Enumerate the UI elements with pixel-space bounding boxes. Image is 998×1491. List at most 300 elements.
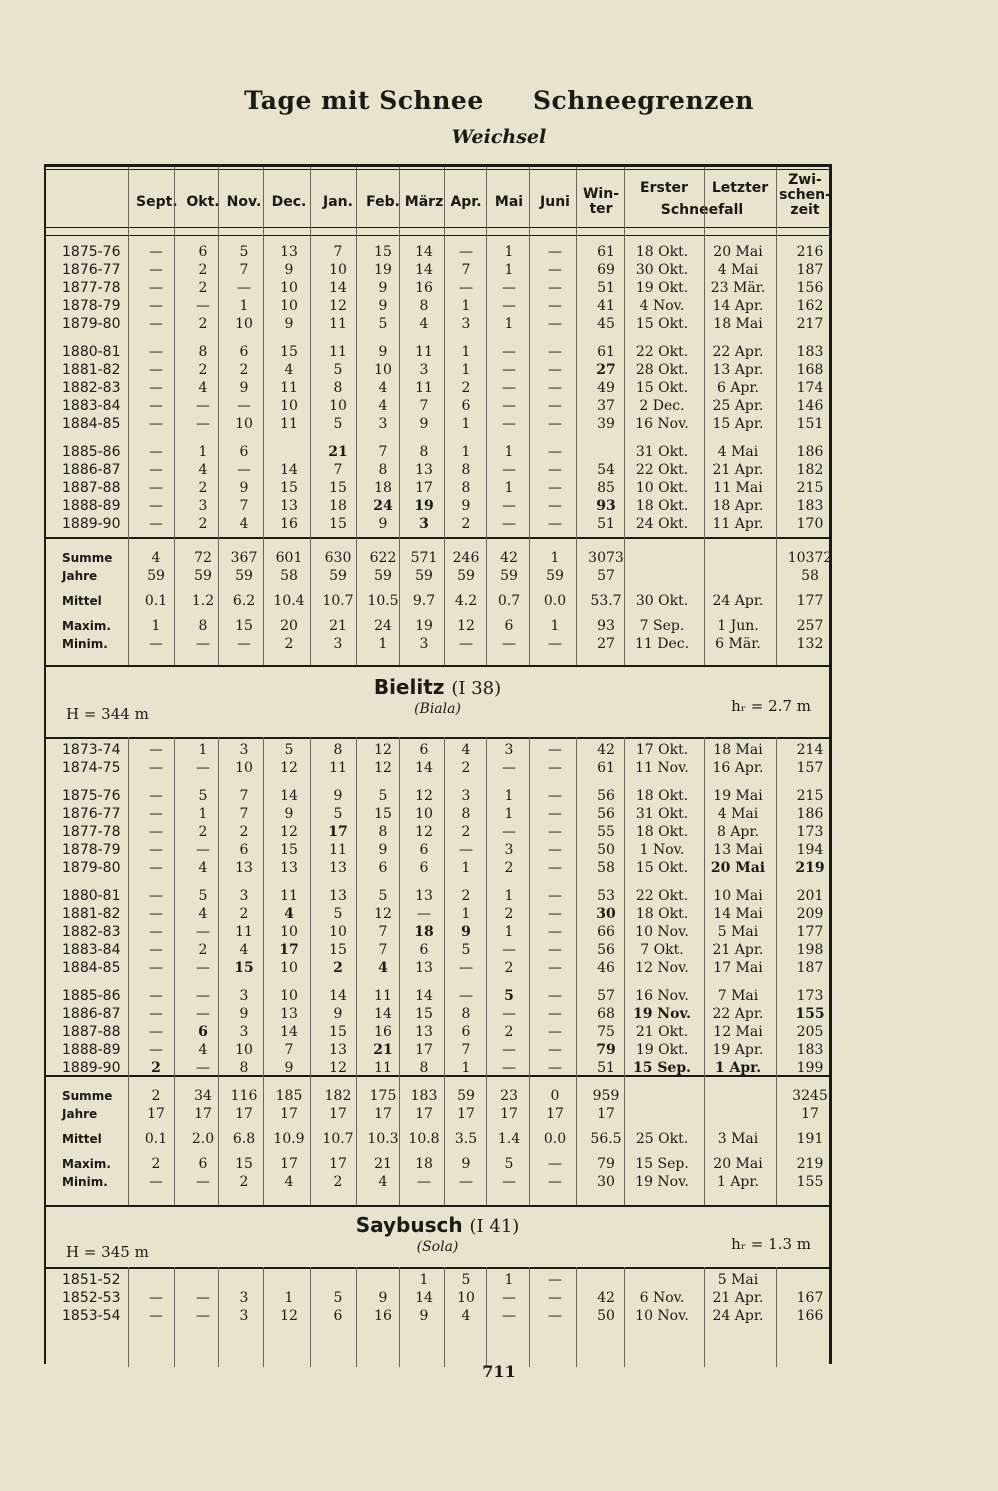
table-cell	[583, 1271, 629, 1289]
row-label: 1883-84	[62, 942, 121, 958]
station-rain-gauge: hᵣ = 1.3 m	[731, 1235, 811, 1253]
table-cell: 2	[198, 480, 208, 496]
table-cell: 49	[597, 380, 615, 396]
table-cell: 75	[597, 1024, 615, 1040]
column-rule	[776, 737, 777, 1205]
table-cell: 7	[378, 924, 388, 940]
table-cell: 9	[461, 498, 471, 514]
table-cell: —	[548, 262, 562, 278]
station-title-text: Saybusch	[355, 1213, 463, 1237]
table-cell: 12	[280, 760, 298, 776]
river-name: Weichsel	[451, 126, 547, 148]
table-cell: 1	[504, 806, 514, 822]
table-cell: 12	[329, 1060, 347, 1076]
summary-row	[46, 1105, 829, 1123]
column-header-winter: Win- ter	[582, 186, 620, 217]
table-cell: 17	[280, 1156, 298, 1172]
table-cell: 0.1	[144, 1131, 168, 1147]
column-rule	[444, 1267, 445, 1367]
table-cell: 93	[597, 618, 615, 634]
table-cell	[626, 1087, 698, 1105]
table-cell: —	[149, 760, 163, 776]
table-cell: 11	[415, 380, 433, 396]
table-cell: 14	[280, 462, 298, 478]
table-cell: 2	[504, 906, 514, 922]
table-cell: 8	[461, 480, 471, 496]
table-cell: 4	[284, 362, 294, 378]
table-cell	[268, 1271, 310, 1289]
table-cell: 215	[796, 788, 824, 804]
table-cell: —	[196, 960, 210, 976]
row-label: Summe	[62, 551, 113, 565]
table-cell: 11	[415, 344, 433, 360]
table-cell: —	[548, 380, 562, 396]
table-cell: 1	[504, 244, 514, 260]
table-cell: 10 Nov.	[635, 924, 689, 940]
row-label: 1882-83	[62, 380, 121, 396]
table-cell: 5	[461, 1272, 471, 1288]
table-cell: 5 Mai	[717, 1272, 759, 1288]
data-table	[44, 164, 832, 1364]
table-rule	[46, 169, 829, 170]
table-cell: 54	[597, 462, 615, 478]
table-cell: 12	[374, 760, 392, 776]
table-cell: 5	[333, 1290, 343, 1306]
table-cell: 8	[461, 462, 471, 478]
table-cell: —	[502, 398, 516, 414]
table-cell: 571	[410, 550, 438, 566]
table-cell: 15	[235, 1156, 253, 1172]
table-cell: 9	[461, 924, 471, 940]
table-cell: 4	[378, 380, 388, 396]
table-cell: 2	[461, 760, 471, 776]
table-cell: 53.7	[590, 593, 622, 609]
summary-row	[46, 567, 829, 585]
table-cell: 7	[419, 398, 429, 414]
table-row	[46, 905, 829, 923]
table-cell: 4	[284, 1174, 294, 1190]
table-cell: 6.2	[232, 593, 256, 609]
table-cell: 4	[198, 860, 208, 876]
table-cell: 15	[329, 942, 347, 958]
row-label: 1889-90	[62, 1060, 121, 1076]
table-cell: 8	[378, 824, 388, 840]
table-cell: 23	[500, 1088, 518, 1104]
column-rule	[174, 1267, 175, 1367]
table-cell: 1	[198, 806, 208, 822]
table-cell: 8	[333, 380, 343, 396]
table-cell: 18 Okt.	[635, 788, 689, 804]
table-row	[46, 315, 829, 333]
column-rule	[263, 737, 264, 1205]
column-rule	[576, 1267, 577, 1367]
table-row	[46, 479, 829, 497]
row-label: 1876-77	[62, 806, 121, 822]
table-cell: 11	[235, 924, 253, 940]
table-cell: 155	[795, 1006, 825, 1022]
table-cell	[626, 549, 698, 567]
column-rule	[624, 1267, 625, 1367]
table-cell: 3	[239, 1024, 249, 1040]
table-cell: 216	[796, 244, 824, 260]
table-cell: 187	[796, 960, 824, 976]
table-cell: —	[502, 462, 516, 478]
table-cell: 15 Okt.	[635, 316, 689, 332]
station-code: (I 41)	[469, 1216, 520, 1237]
column-header-snowfall: Schneefall	[660, 202, 744, 218]
row-label: 1889-90	[62, 516, 121, 532]
row-label: Minim.	[62, 637, 108, 651]
table-cell: 168	[796, 362, 824, 378]
table-cell: 4.2	[454, 593, 478, 609]
column-rule	[529, 737, 530, 1205]
table-cell: —	[196, 760, 210, 776]
table-cell: 17	[415, 1042, 433, 1058]
table-cell: 18 Mai	[713, 316, 763, 332]
table-cell: 17	[801, 1106, 819, 1122]
table-cell: 2	[504, 860, 514, 876]
table-cell: 14	[329, 280, 347, 296]
table-cell: 199	[796, 1060, 824, 1076]
table-cell: 10372	[787, 550, 833, 566]
table-cell: —	[196, 842, 210, 858]
row-label: 1873-74	[62, 742, 121, 758]
table-cell: 173	[796, 824, 824, 840]
table-cell: 7	[461, 262, 471, 278]
table-cell: 9	[284, 316, 294, 332]
table-cell: —	[502, 1290, 516, 1306]
column-rule	[310, 167, 311, 665]
table-cell: 2	[333, 960, 343, 976]
table-cell: 17	[500, 1106, 518, 1122]
table-cell: 9.7	[412, 593, 436, 609]
table-cell: 66	[597, 924, 615, 940]
table-cell: —	[149, 316, 163, 332]
table-cell: —	[548, 906, 562, 922]
table-cell: 21 Apr.	[712, 1290, 764, 1306]
table-cell: 7 Okt.	[640, 942, 684, 958]
table-cell: 1	[550, 550, 560, 566]
table-cell: —	[196, 1174, 210, 1190]
table-cell: —	[502, 498, 516, 514]
table-cell: 12	[415, 788, 433, 804]
table-cell: 7	[461, 1042, 471, 1058]
table-cell: 2	[504, 1024, 514, 1040]
table-cell: 56	[597, 806, 615, 822]
summary-row	[46, 1130, 829, 1148]
row-label: 1851-52	[62, 1272, 121, 1288]
table-cell: —	[196, 1308, 210, 1324]
row-label: 1879-80	[62, 860, 121, 876]
table-cell: —	[548, 1006, 562, 1022]
table-cell: —	[149, 1024, 163, 1040]
table-row	[46, 379, 829, 397]
table-cell: 15 Okt.	[635, 380, 689, 396]
table-cell: —	[548, 244, 562, 260]
table-cell: 8	[198, 618, 208, 634]
table-cell: 16	[415, 280, 433, 296]
table-cell: 56	[597, 788, 615, 804]
table-cell: 4	[198, 1042, 208, 1058]
table-cell: 6	[333, 1308, 343, 1324]
table-cell: 9	[333, 1006, 343, 1022]
table-cell: 13	[280, 498, 298, 514]
table-cell: 10	[280, 298, 298, 314]
table-cell: 7	[333, 462, 343, 478]
table-cell: 50	[597, 842, 615, 858]
table-cell: 155	[796, 1174, 824, 1190]
table-cell	[224, 1271, 264, 1289]
table-cell: 69	[597, 262, 615, 278]
table-cell: 1 Apr.	[716, 1174, 760, 1190]
table-cell: 20	[280, 618, 298, 634]
column-header-last: Letzter	[711, 180, 769, 196]
table-cell: —	[502, 416, 516, 432]
row-label: 1881-82	[62, 906, 121, 922]
table-cell: 622	[369, 550, 397, 566]
table-cell: —	[548, 842, 562, 858]
table-cell: 9	[378, 516, 388, 532]
table-cell: 5	[504, 1156, 514, 1172]
table-rule	[46, 235, 829, 236]
row-label: 1886-87	[62, 1006, 121, 1022]
table-row	[46, 397, 829, 415]
column-rule	[704, 167, 705, 665]
column-rule	[310, 737, 311, 1205]
table-cell: 167	[796, 1290, 824, 1306]
table-cell: —	[548, 1156, 562, 1172]
table-cell: 7	[239, 788, 249, 804]
table-cell: 19 Nov.	[635, 1174, 689, 1190]
table-rule	[46, 1075, 829, 1077]
table-cell	[700, 1087, 776, 1105]
table-cell: 3	[378, 416, 388, 432]
table-cell: 10	[329, 398, 347, 414]
column-header: Mai	[494, 194, 524, 210]
table-cell: 7	[239, 806, 249, 822]
table-cell: 177	[796, 924, 824, 940]
table-cell: 13	[329, 860, 347, 876]
table-cell: 6	[504, 618, 514, 634]
row-label: 1878-79	[62, 298, 121, 314]
table-cell: 10	[235, 416, 253, 432]
table-cell: —	[502, 344, 516, 360]
table-cell: 3073	[588, 550, 624, 566]
table-cell: 14	[415, 760, 433, 776]
column-header: März	[404, 194, 444, 210]
table-cell: 11 Dec.	[634, 636, 690, 652]
table-cell: 10 Mai	[713, 888, 763, 904]
column-rule	[704, 737, 705, 1205]
table-cell: —	[548, 444, 562, 460]
table-cell: 13	[415, 888, 433, 904]
table-cell: 11 Nov.	[635, 760, 689, 776]
table-cell: 15	[329, 516, 347, 532]
table-cell: 18 Okt.	[635, 498, 689, 514]
station-altitude: H = 344 m	[66, 705, 149, 723]
table-cell: —	[417, 906, 431, 922]
table-cell: 85	[597, 480, 615, 496]
table-cell: —	[149, 906, 163, 922]
table-cell: —	[548, 788, 562, 804]
row-label: Jahre	[62, 1107, 98, 1121]
table-cell: 2	[198, 942, 208, 958]
table-cell: —	[149, 380, 163, 396]
table-cell: 20 Mai	[713, 1156, 763, 1172]
table-cell: —	[548, 960, 562, 976]
table-cell: —	[548, 1308, 562, 1324]
table-cell: 13 Mai	[713, 842, 763, 858]
table-cell: 1	[419, 1272, 429, 1288]
table-cell: 1	[461, 444, 471, 460]
table-cell: 1	[461, 298, 471, 314]
table-cell: 10	[329, 262, 347, 278]
row-label: 1877-78	[62, 824, 121, 840]
table-cell: —	[502, 1174, 516, 1190]
table-cell: —	[548, 824, 562, 840]
table-cell: —	[237, 462, 251, 478]
table-cell: 5	[198, 788, 208, 804]
table-cell: 9	[378, 1290, 388, 1306]
table-cell: 14	[329, 988, 347, 1004]
row-label: 1885-86	[62, 444, 121, 460]
table-row	[46, 1271, 829, 1289]
table-cell: 18	[329, 498, 347, 514]
table-cell: 57	[597, 568, 615, 584]
table-cell: 10	[280, 960, 298, 976]
table-cell: —	[548, 742, 562, 758]
table-cell: 7	[378, 444, 388, 460]
table-cell: 186	[796, 806, 824, 822]
table-cell: 7 Mai	[717, 988, 759, 1004]
column-header-interval: Zwi- schen- zeit	[779, 172, 831, 218]
station-name	[46, 1213, 829, 1237]
table-cell: 6 Mär.	[715, 636, 761, 652]
row-label: 1884-85	[62, 960, 121, 976]
table-cell: 9	[419, 1308, 429, 1324]
summary-row	[46, 549, 833, 567]
table-cell: 2	[151, 1156, 161, 1172]
column-rule	[529, 167, 530, 665]
table-cell: 14	[415, 244, 433, 260]
table-cell: 16	[374, 1308, 392, 1324]
table-cell: 11	[280, 888, 298, 904]
table-cell: 11 Mai	[713, 480, 763, 496]
row-label: Mittel	[62, 1132, 102, 1146]
table-cell: 14	[415, 988, 433, 1004]
table-cell: 5	[333, 362, 343, 378]
table-row	[46, 987, 829, 1005]
table-cell: —	[548, 344, 562, 360]
table-cell: 10	[329, 924, 347, 940]
table-cell: 13	[415, 1024, 433, 1040]
table-cell: 214	[796, 742, 824, 758]
table-cell: 1	[461, 906, 471, 922]
table-cell: —	[149, 344, 163, 360]
table-cell: 9	[239, 1006, 249, 1022]
table-cell: 10	[235, 316, 253, 332]
table-cell: 27	[596, 362, 616, 378]
table-cell: 2	[284, 636, 294, 652]
column-rule	[486, 1267, 487, 1367]
table-cell: —	[196, 924, 210, 940]
table-cell: 19 Okt.	[635, 1042, 689, 1058]
table-cell: —	[149, 824, 163, 840]
table-cell: 93	[596, 498, 616, 514]
column-rule	[218, 167, 219, 665]
table-cell: —	[149, 462, 163, 478]
table-cell: —	[196, 636, 210, 652]
table-cell: 2	[461, 380, 471, 396]
table-cell: 5	[198, 888, 208, 904]
table-cell: 4	[461, 1308, 471, 1324]
table-cell: 9	[239, 480, 249, 496]
table-cell: 10	[457, 1290, 475, 1306]
table-cell: 17	[374, 1106, 392, 1122]
table-cell: 2.0	[191, 1131, 215, 1147]
table-cell: 2	[198, 262, 208, 278]
table-cell: 15 Apr.	[712, 416, 764, 432]
table-cell	[583, 443, 629, 461]
table-cell: 3	[239, 988, 249, 1004]
table-cell: 9	[239, 380, 249, 396]
table-row	[46, 443, 829, 461]
table-cell: —	[149, 742, 163, 758]
table-cell: 9	[284, 1060, 294, 1076]
table-cell: —	[149, 244, 163, 260]
table-cell: —	[502, 760, 516, 776]
table-cell: —	[417, 1174, 431, 1190]
table-cell: 13	[415, 960, 433, 976]
table-cell: 194	[796, 842, 824, 858]
table-cell: —	[149, 1290, 163, 1306]
table-cell: 6	[198, 244, 208, 260]
table-cell: 2	[461, 888, 471, 904]
table-cell: 15	[280, 480, 298, 496]
table-cell: 1	[504, 444, 514, 460]
table-cell: 6	[198, 1024, 208, 1040]
table-cell: 51	[597, 516, 615, 532]
table-rule	[46, 665, 829, 667]
table-cell: 12	[415, 824, 433, 840]
table-cell: 51	[597, 280, 615, 296]
column-rule	[576, 167, 577, 665]
table-cell: 79	[596, 1042, 616, 1058]
table-cell: 166	[796, 1308, 824, 1324]
row-label: 1853-54	[62, 1308, 121, 1324]
table-rule	[46, 737, 829, 739]
table-cell: 3	[333, 636, 343, 652]
table-cell: 3	[504, 742, 514, 758]
row-label: 1882-83	[62, 924, 121, 940]
table-cell: 4	[378, 398, 388, 414]
table-cell: 21 Apr.	[712, 462, 764, 478]
table-cell: —	[149, 498, 163, 514]
table-cell: 17 Okt.	[635, 742, 689, 758]
table-cell: 16 Apr.	[712, 760, 764, 776]
table-cell: 5	[333, 416, 343, 432]
table-cell: —	[459, 244, 473, 260]
column-rule	[356, 1267, 357, 1367]
table-cell: —	[149, 444, 163, 460]
table-cell: 219	[795, 860, 825, 876]
table-cell: 55	[597, 824, 615, 840]
table-cell: 4 Nov.	[639, 298, 685, 314]
table-cell: 246	[452, 550, 480, 566]
table-row	[46, 515, 829, 533]
table-cell: 1	[504, 480, 514, 496]
column-rule	[529, 1267, 530, 1367]
